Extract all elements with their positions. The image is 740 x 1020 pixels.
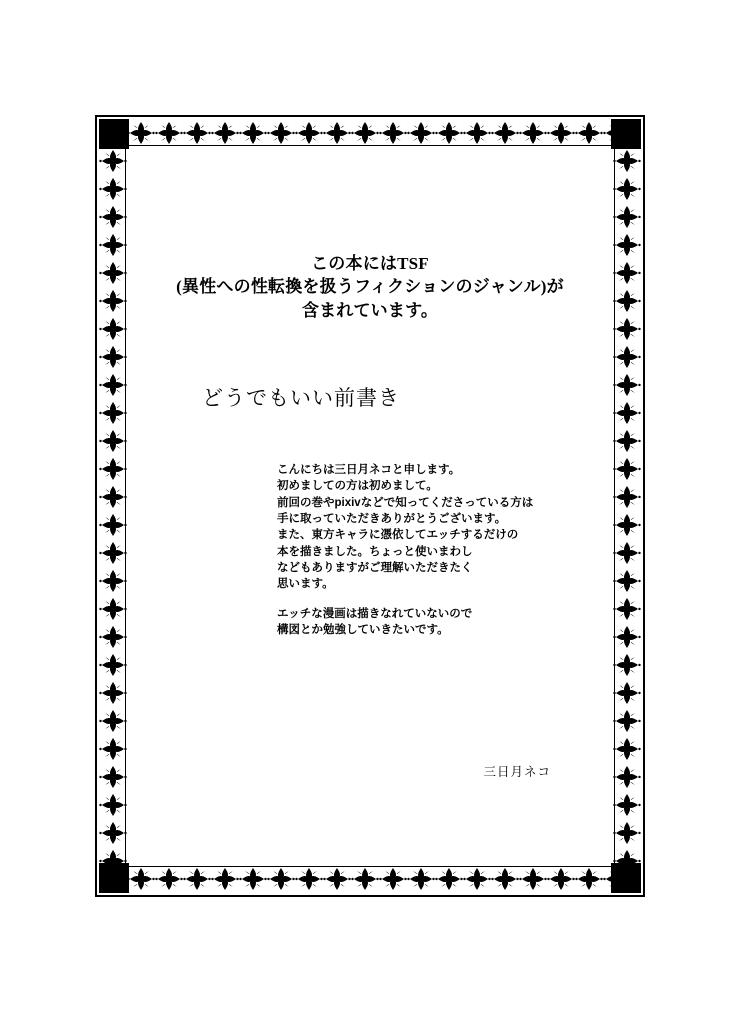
ornament-motif	[613, 707, 641, 735]
ornament-motif	[613, 763, 641, 791]
ornament-motif	[575, 865, 603, 893]
preface-heading: どうでもいい前書き	[202, 386, 400, 410]
ornament-motif	[613, 203, 641, 231]
ornament-motif	[463, 119, 491, 147]
ornament-motif	[613, 679, 641, 707]
ornament-motif	[99, 511, 127, 539]
ornament-motif	[613, 511, 641, 539]
ornament-motif	[613, 343, 641, 371]
ornament-motif	[99, 231, 127, 259]
ornament-motif	[613, 567, 641, 595]
ornament-motif	[491, 119, 519, 147]
ornament-motif	[463, 865, 491, 893]
ornament-motif	[613, 483, 641, 511]
ornament-motif	[239, 865, 267, 893]
ornament-motif	[519, 119, 547, 147]
ornament-motif	[99, 399, 127, 427]
ornament-motif	[613, 455, 641, 483]
ornament-motif	[99, 707, 127, 735]
ornament-band-left	[99, 119, 127, 893]
ornament-motif	[183, 865, 211, 893]
ornament-motif	[99, 567, 127, 595]
ornament-motif	[99, 651, 127, 679]
ornament-motif	[127, 119, 155, 147]
preface-line: 初めましての方は初めまして。	[277, 480, 438, 493]
ornament-motif	[613, 231, 641, 259]
ornament-motif	[407, 865, 435, 893]
ornament-band-top	[99, 119, 641, 147]
ornament-motif	[295, 865, 323, 893]
ornament-motif	[613, 819, 641, 847]
ornament-motif	[547, 119, 575, 147]
ornament-motif	[613, 399, 641, 427]
preface-line: また、東方キャラに憑依してエッチするだけの	[277, 529, 519, 542]
corner-ornament-bottom-right	[611, 863, 641, 893]
preface-line: 本を描きました。ちょっと使いまわし	[277, 545, 473, 558]
ornament-motif	[491, 865, 519, 893]
ornament-motif	[99, 819, 127, 847]
ornament-motif	[613, 539, 641, 567]
ornament-motif	[519, 865, 547, 893]
preface-body	[277, 462, 533, 638]
ornament-motif	[613, 315, 641, 343]
ornament-motif	[613, 147, 641, 175]
ornament-motif	[99, 679, 127, 707]
ornament-motif	[613, 287, 641, 315]
ornament-motif	[547, 865, 575, 893]
ornament-motif	[351, 119, 379, 147]
ornament-motif	[99, 343, 127, 371]
ornament-motif	[211, 119, 239, 147]
ornament-motif	[155, 119, 183, 147]
ornament-motif	[99, 259, 127, 287]
author-signature: 三日月ネコ	[483, 765, 551, 779]
ornament-motif	[99, 175, 127, 203]
preface-line: こんにちは三日月ネコと申します。	[277, 464, 461, 476]
ornament-motif	[613, 427, 641, 455]
ornament-motif	[613, 651, 641, 679]
ornament-motif	[99, 483, 127, 511]
ornament-motif	[613, 259, 641, 287]
tsf-content-notice	[127, 252, 613, 322]
ornament-motif	[99, 427, 127, 455]
notice-line-2: (異性への性転換を扱うフィクションのジャンル)が	[176, 277, 564, 297]
ornament-motif	[407, 119, 435, 147]
ornament-motif	[613, 735, 641, 763]
page-content	[127, 147, 613, 865]
ornament-motif	[183, 119, 211, 147]
notice-line-3: 含まれています。	[301, 300, 439, 320]
ornament-motif	[351, 865, 379, 893]
ornament-motif	[99, 287, 127, 315]
ornament-motif	[99, 203, 127, 231]
ornament-motif	[99, 763, 127, 791]
ornament-band-right	[613, 119, 641, 893]
corner-ornament-top-right	[611, 119, 641, 149]
preface-line: 構図とか勉強していきたいです。	[277, 623, 449, 636]
ornament-motif	[99, 371, 127, 399]
ornament-motif	[267, 119, 295, 147]
ornament-motif	[295, 119, 323, 147]
ornament-motif	[239, 119, 267, 147]
ornament-motif	[211, 865, 239, 893]
corner-ornament-bottom-left	[99, 863, 129, 893]
ornament-motif	[575, 119, 603, 147]
ornament-motif	[99, 455, 127, 483]
preface-line: 手に取っていただきありがとうございます。	[277, 512, 507, 525]
ornament-motif	[99, 623, 127, 651]
ornament-motif	[99, 791, 127, 819]
ornament-motif	[99, 595, 127, 623]
ornament-motif	[613, 791, 641, 819]
ornament-motif	[99, 315, 127, 343]
ornament-motif	[155, 865, 183, 893]
ornament-motif	[435, 119, 463, 147]
preface-line: エッチな漫画は描きなれていないので	[277, 607, 473, 620]
corner-ornament-top-left	[99, 119, 129, 149]
ornament-motif	[99, 735, 127, 763]
ornament-motif	[379, 119, 407, 147]
ornamental-frame	[95, 115, 645, 897]
ornament-band-bottom	[99, 865, 641, 893]
ornament-motif	[267, 865, 295, 893]
ornament-motif	[613, 175, 641, 203]
ornament-motif	[323, 119, 351, 147]
ornament-motif	[435, 865, 463, 893]
preface-line: などもありますがご理解いただきたく	[277, 561, 473, 574]
ornament-motif	[613, 595, 641, 623]
ornament-motif	[379, 865, 407, 893]
preface-line: 思います。	[277, 578, 334, 591]
ornament-motif	[99, 147, 127, 175]
ornament-motif	[613, 371, 641, 399]
preface-line: 前回の巻やpixivなどで知ってくださっている方は	[277, 496, 534, 509]
ornament-motif	[127, 865, 155, 893]
notice-line-1: この本にはTSF	[311, 254, 429, 273]
ornament-motif	[99, 539, 127, 567]
ornament-motif	[323, 865, 351, 893]
ornament-motif	[613, 623, 641, 651]
paragraph-gap	[277, 593, 533, 606]
